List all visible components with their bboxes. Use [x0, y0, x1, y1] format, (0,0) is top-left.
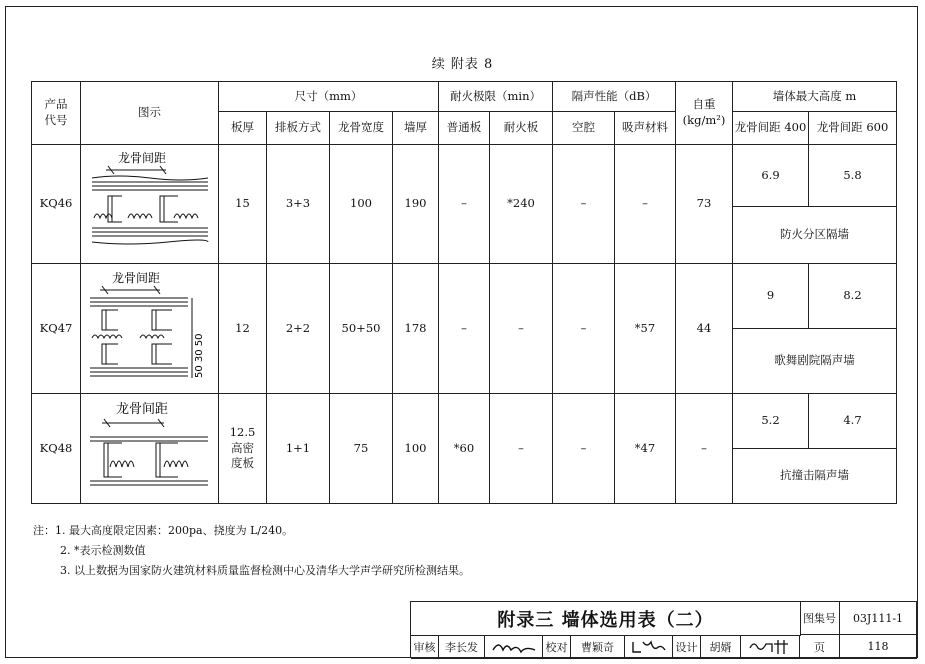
checker-name: 曹颖奇	[571, 635, 625, 659]
header-weight-unit: (kg/m²)	[682, 113, 726, 127]
header-keel-width: 龙骨宽度	[330, 112, 393, 145]
row-wall-thickness: 190	[393, 145, 439, 264]
row-usage: 歌舞剧院隔声墙	[733, 329, 897, 394]
row-regular-board: –	[439, 145, 490, 264]
reviewer-signature	[485, 635, 543, 659]
row-weight: 44	[676, 264, 733, 394]
drawing-title: 附录三 墙体选用表（二）	[411, 602, 801, 636]
row-absorb: –	[615, 145, 676, 264]
atlas-number: 03J111-1	[840, 602, 917, 635]
header-wall-thickness: 墙厚	[393, 112, 439, 145]
designer-name: 胡婿	[701, 635, 741, 659]
row-cavity: –	[553, 394, 615, 504]
notes	[33, 521, 470, 581]
wall-section-diagram	[88, 148, 212, 260]
row-fire-board: *240	[490, 145, 553, 264]
wall-section-diagram	[88, 268, 212, 390]
row-cavity: –	[553, 264, 615, 394]
diagram-label: 龙骨间距	[115, 401, 168, 417]
row-regular-board: *60	[439, 394, 490, 504]
page-number: 118	[840, 635, 917, 659]
row-keel-width: 50+50	[330, 264, 393, 394]
note-1: 注：1. 最大高度限定因素：200pa、挠度为 L/240。	[33, 524, 294, 537]
row-fire-board: –	[490, 264, 553, 394]
row-code: KQ47	[32, 264, 81, 394]
header-board-thickness: 板厚	[219, 112, 267, 145]
diagram-label: 龙骨间距	[111, 270, 160, 285]
row-board-layout: 3+3	[267, 145, 330, 264]
wall-section-diagram	[88, 397, 212, 501]
header-figure: 图示	[81, 82, 219, 145]
signature-mark	[629, 638, 669, 656]
header-cavity: 空腔	[553, 112, 615, 145]
row-usage: 防火分区隔墙	[733, 207, 897, 264]
row-cavity: –	[553, 145, 615, 264]
wall-selection-table	[31, 81, 897, 504]
row-regular-board: –	[439, 264, 490, 394]
row-weight: 73	[676, 145, 733, 264]
row-code: KQ46	[32, 145, 81, 264]
header-dimensions: 尺寸（mm）	[219, 82, 439, 112]
signature-mark	[489, 638, 539, 656]
atlas-number-label: 图集号	[800, 602, 840, 635]
title-block	[410, 601, 918, 658]
signature-mark	[746, 638, 794, 656]
row-wall-thickness: 178	[393, 264, 439, 394]
row-board-thickness: 12	[219, 264, 267, 394]
check-label: 校对	[543, 635, 571, 659]
note-3: 3. 以上数据为国家防火建筑材料质量监督检测中心及清华大学声学研究所检测结果。	[60, 564, 470, 577]
row-keel-width: 100	[330, 145, 393, 264]
reviewer-name: 李长发	[439, 635, 485, 659]
header-max-height: 墙体最大高度 m	[733, 82, 897, 112]
row-board-thickness: 12.5 高密 度板	[219, 394, 267, 504]
header-spacing-400: 龙骨间距 400	[733, 112, 809, 145]
row-diagram	[81, 264, 219, 394]
row-usage: 抗撞击隔声墙	[733, 449, 897, 504]
header-board-layout: 排板方式	[267, 112, 330, 145]
designer-signature	[741, 635, 800, 659]
header-fire-board: 耐火板	[490, 112, 553, 145]
row-height-400: 5.2	[733, 394, 809, 449]
row-keel-width: 75	[330, 394, 393, 504]
header-sound: 隔声性能（dB）	[553, 82, 676, 112]
row-board-layout: 1+1	[267, 394, 330, 504]
row-height-600: 4.7	[809, 394, 897, 449]
header-absorb: 吸声材料	[615, 112, 676, 145]
header-weight	[676, 82, 733, 145]
header-code: 产品 代号	[32, 82, 81, 145]
row-diagram	[81, 145, 219, 264]
row-board-thickness: 15	[219, 145, 267, 264]
checker-signature	[625, 635, 673, 659]
row-code: KQ48	[32, 394, 81, 504]
table-caption: 续 附表 8	[431, 57, 494, 72]
row-weight: –	[676, 394, 733, 504]
page-label: 页	[800, 635, 840, 659]
row-wall-thickness: 100	[393, 394, 439, 504]
header-spacing-600: 龙骨间距 600	[809, 112, 897, 145]
header-weight-label: 自重	[692, 97, 716, 112]
note-2: 2. *表示检测数值	[60, 544, 146, 557]
row-diagram	[81, 394, 219, 504]
row-absorb: *47	[615, 394, 676, 504]
diagram-label: 龙骨间距	[117, 151, 166, 165]
row-board-layout: 2+2	[267, 264, 330, 394]
row-height-600: 8.2	[809, 264, 897, 329]
header-regular-board: 普通板	[439, 112, 490, 145]
row-height-400: 6.9	[733, 145, 809, 207]
design-label: 设计	[673, 635, 701, 659]
row-fire-board: –	[490, 394, 553, 504]
header-fire-limit: 耐火极限（min）	[439, 82, 553, 112]
row-absorb: *57	[615, 264, 676, 394]
row-height-400: 9	[733, 264, 809, 329]
row-height-600: 5.8	[809, 145, 897, 207]
diagram-dimension: 50 30 50	[193, 332, 205, 378]
review-label: 审核	[411, 635, 439, 659]
